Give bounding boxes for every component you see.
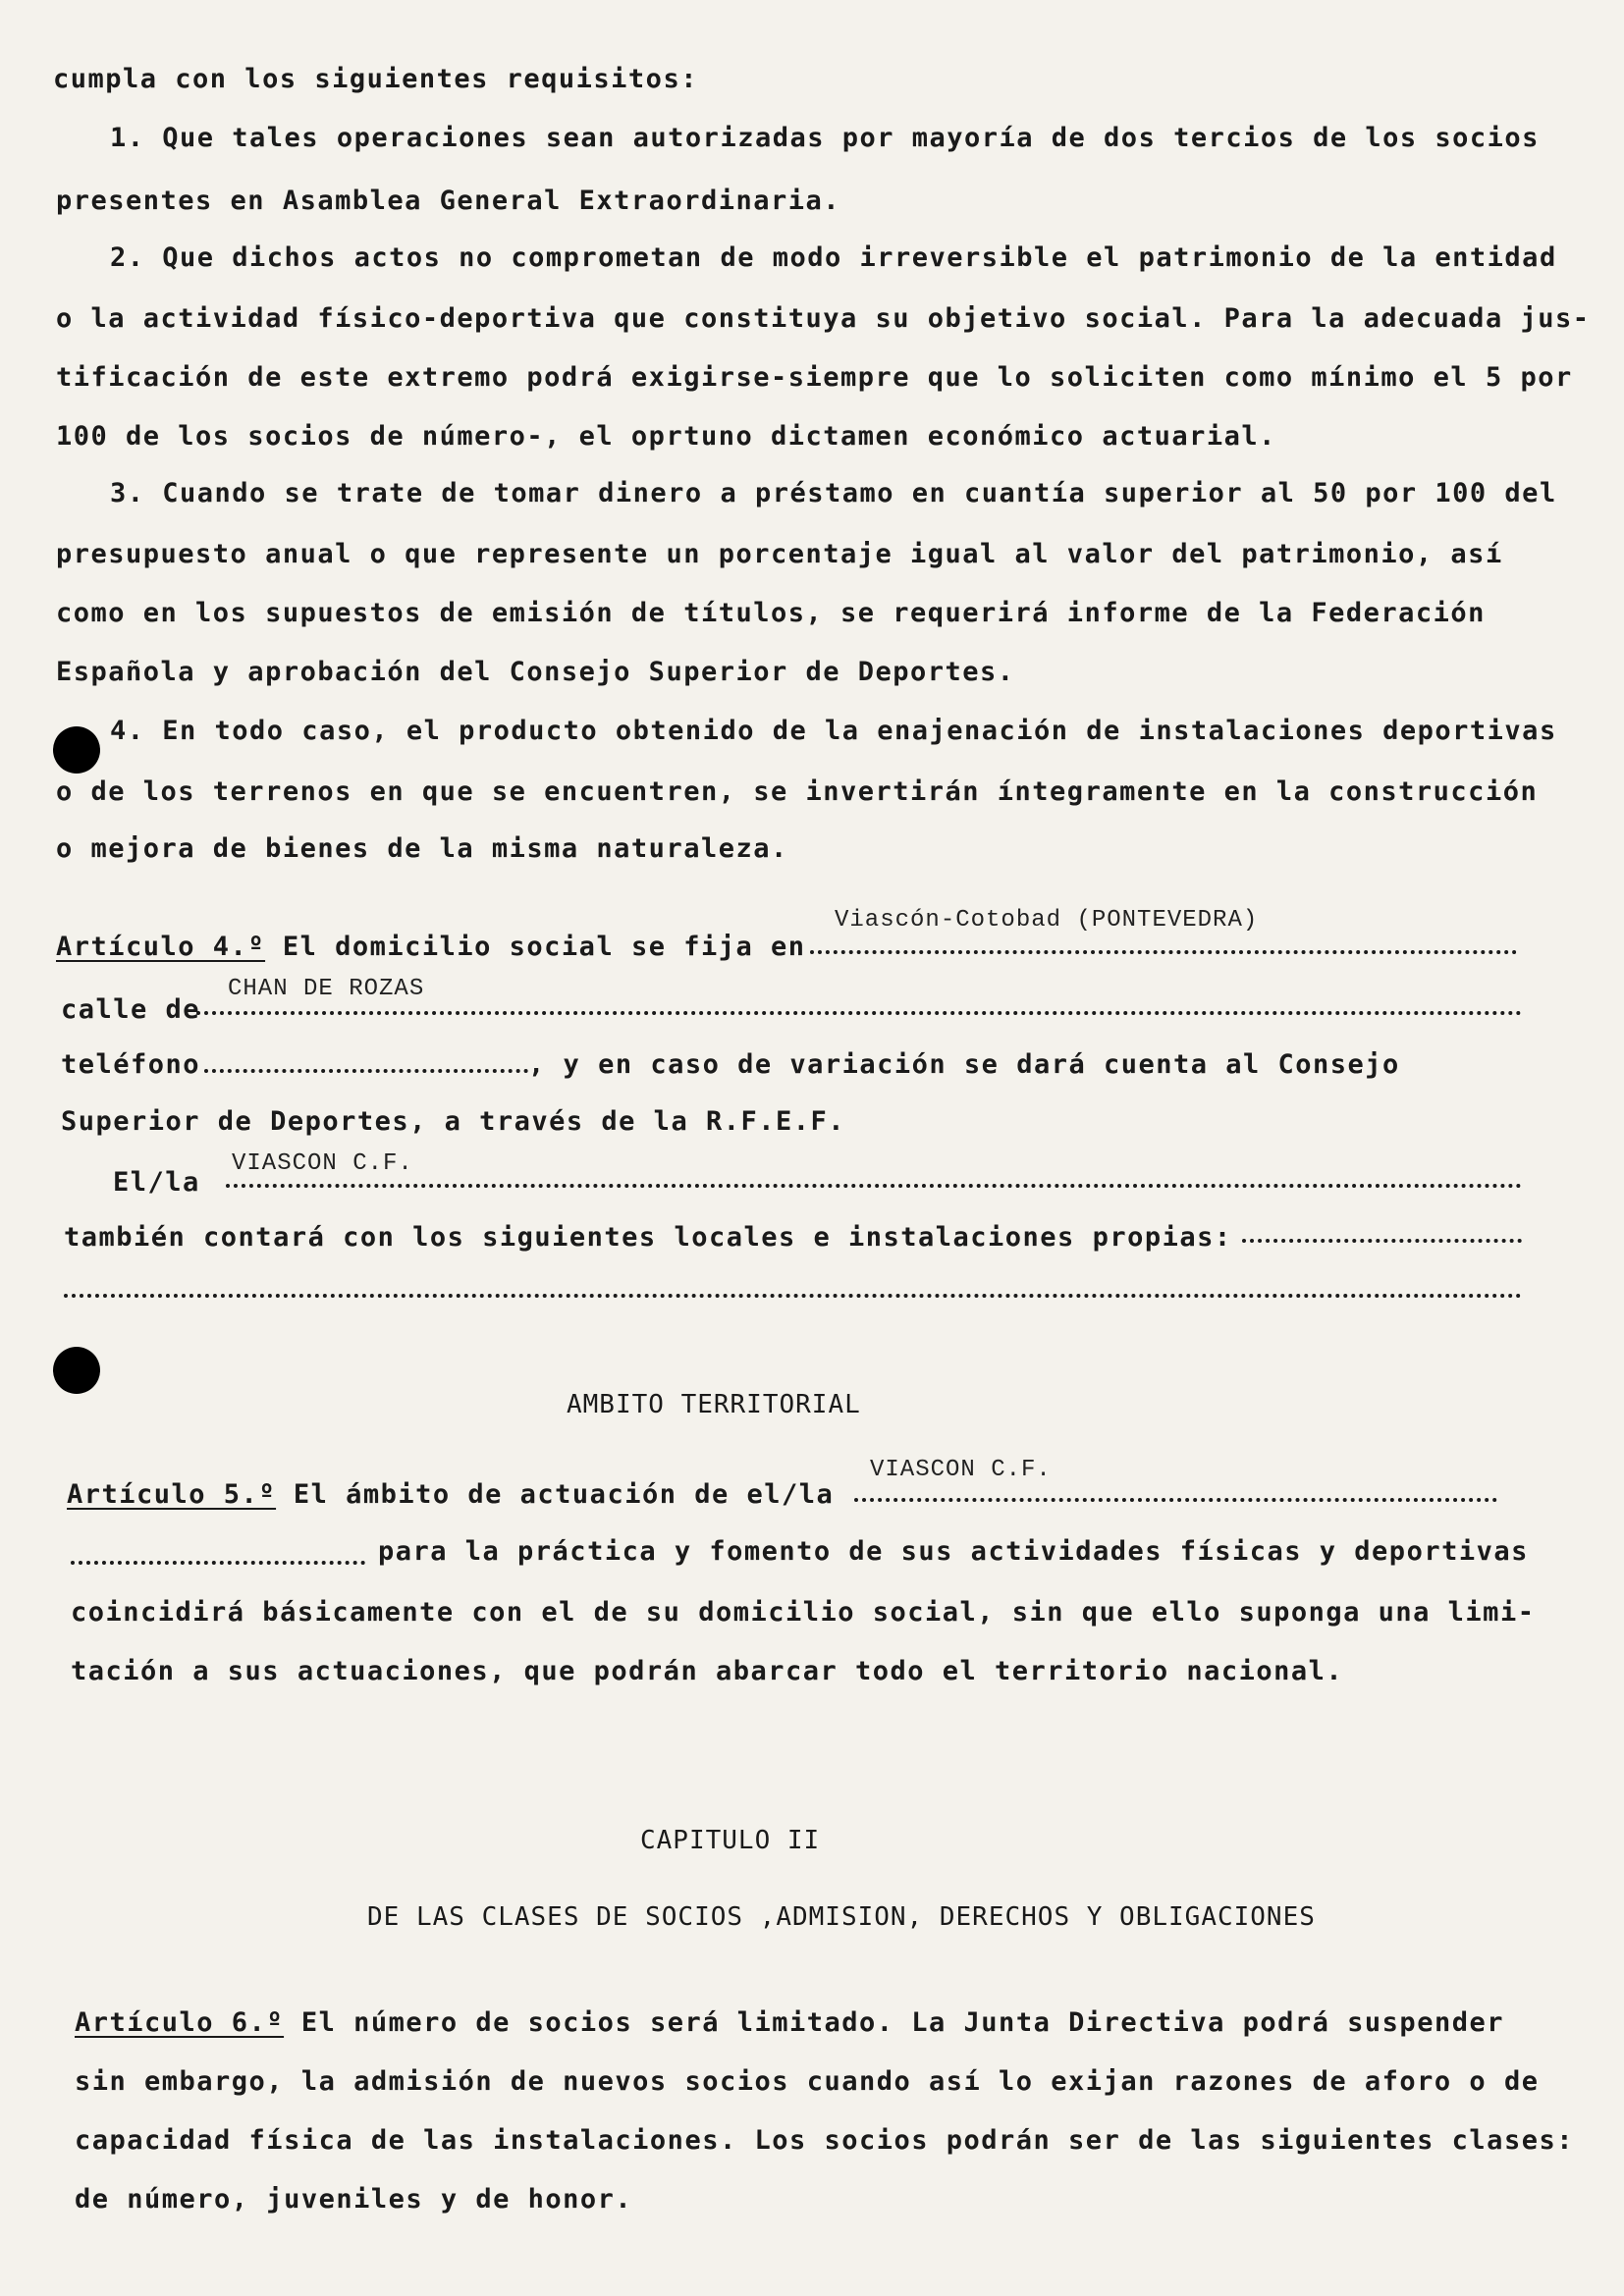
paragraph-line: sin embargo, la admisión de nuevos socios cuando así lo exijan razones de aforo o de (75, 2066, 1540, 2097)
article-5-text: El ámbito de actuación de el/la (293, 1479, 835, 1510)
paragraph-line: cumpla con los siguientes requisitos: (53, 64, 698, 94)
article-6-label: Artículo 6.º (75, 2007, 285, 2038)
street-label: calle de (61, 994, 201, 1025)
paragraph-line: 100 de los socios de número-, el oprtuno dictamen económico actuarial. (56, 421, 1276, 452)
scope-fill-line-2 (71, 1561, 365, 1565)
paragraph-line: tificación de este extremo podrá exigirse-siempre que lo soliciten como mínimo el 5 por (56, 362, 1573, 393)
paragraph-line: capacidad física de las instalaciones. Los socios podrán ser de las siguientes clases: (75, 2125, 1574, 2156)
requirement-4: 4. En todo caso, el producto obtenido de la enajenación de instalaciones deportivas (110, 716, 1557, 746)
paragraph-line: como en los supuestos de emisión de títulos, se requerirá informe de la Federación (56, 598, 1486, 628)
article-5 (67, 1478, 834, 1512)
paragraph-line: o mejora de bienes de la misma naturaleza. (56, 833, 788, 864)
article-4-label: Artículo 4.º (56, 932, 266, 962)
chapter-subheading: DE LAS CLASES DE SOCIOS ,ADMISION, DERECHOS Y OBLIGACIONES (367, 1902, 1316, 1932)
paragraph-line: tación a sus actuaciones, que podrán abarcar todo el territorio nacional. (71, 1656, 1344, 1686)
paragraph-line: presupuesto anual o que represente un porcentaje igual al valor del patrimonio, así (56, 539, 1503, 569)
club-value: VIASCON C.F. (232, 1150, 413, 1177)
paragraph-line: de número, juveniles y de honor. (75, 2184, 633, 2215)
club-label: El/la (113, 1167, 200, 1198)
article-5-label: Artículo 5.º (67, 1479, 277, 1510)
paragraph-line: Superior de Deportes, a través de la R.F.E.F. (61, 1106, 845, 1137)
requirement-3: 3. Cuando se trate de tomar dinero a préstamo en cuantía superior al 50 por 100 del (110, 478, 1557, 508)
section-heading: AMBITO TERRITORIAL (567, 1390, 861, 1419)
phone-fill-line (204, 1067, 528, 1073)
paragraph-line: también contará con los siguientes locales e instalaciones propias: (64, 1222, 1232, 1253)
phone-rest: , y en caso de variación se dará cuenta al Consejo (528, 1049, 1400, 1080)
article-6 (75, 2006, 1504, 2040)
street-fill-line (196, 1011, 1522, 1015)
scope-fill-line (854, 1498, 1497, 1502)
paragraph-line: o la actividad físico-deportiva que constituya su objetivo social. Para la adecuada jus- (56, 303, 1591, 334)
chapter-heading: CAPITULO II (640, 1826, 821, 1855)
facilities-fill-line-2 (64, 1294, 1522, 1298)
article-4-text: El domicilio social se fija en (282, 932, 806, 962)
paragraph-line: coincidirá básicamente con el de su domicilio social, sin que ello suponga una limi- (71, 1597, 1536, 1628)
domicile-fill-line (810, 950, 1517, 954)
domicile-value: Viascón-Cotobad (PONTEVEDRA) (835, 907, 1259, 934)
punch-hole-top (53, 726, 100, 774)
phone-label: teléfono (61, 1049, 201, 1080)
club-fill-line (226, 1184, 1522, 1188)
requirement-2: 2. Que dichos actos no comprometan de modo irreversible el patrimonio de la entidad (110, 242, 1557, 273)
paragraph-line: o de los terrenos en que se encuentren, se invertirán íntegramente en la construcción (56, 776, 1539, 807)
facilities-fill-line (1242, 1239, 1522, 1243)
article-6-text: El número de socios será limitado. La Junta Directiva podrá suspender (300, 2007, 1504, 2038)
punch-hole-bottom (53, 1347, 100, 1394)
paragraph-line: presentes en Asamblea General Extraordinaria. (56, 186, 840, 216)
paragraph-line: para la práctica y fomento de sus actividades físicas y deportivas (378, 1536, 1529, 1567)
scope-value: VIASCON C.F. (870, 1457, 1052, 1483)
paragraph-line: Española y aprobación del Consejo Superior de Deportes. (56, 657, 1015, 687)
street-value: CHAN DE ROZAS (228, 976, 425, 1002)
requirement-1: 1. Que tales operaciones sean autorizadas por mayoría de dos tercios de los socios (110, 123, 1540, 153)
article-4 (56, 931, 806, 964)
phone-line (61, 1048, 1400, 1082)
